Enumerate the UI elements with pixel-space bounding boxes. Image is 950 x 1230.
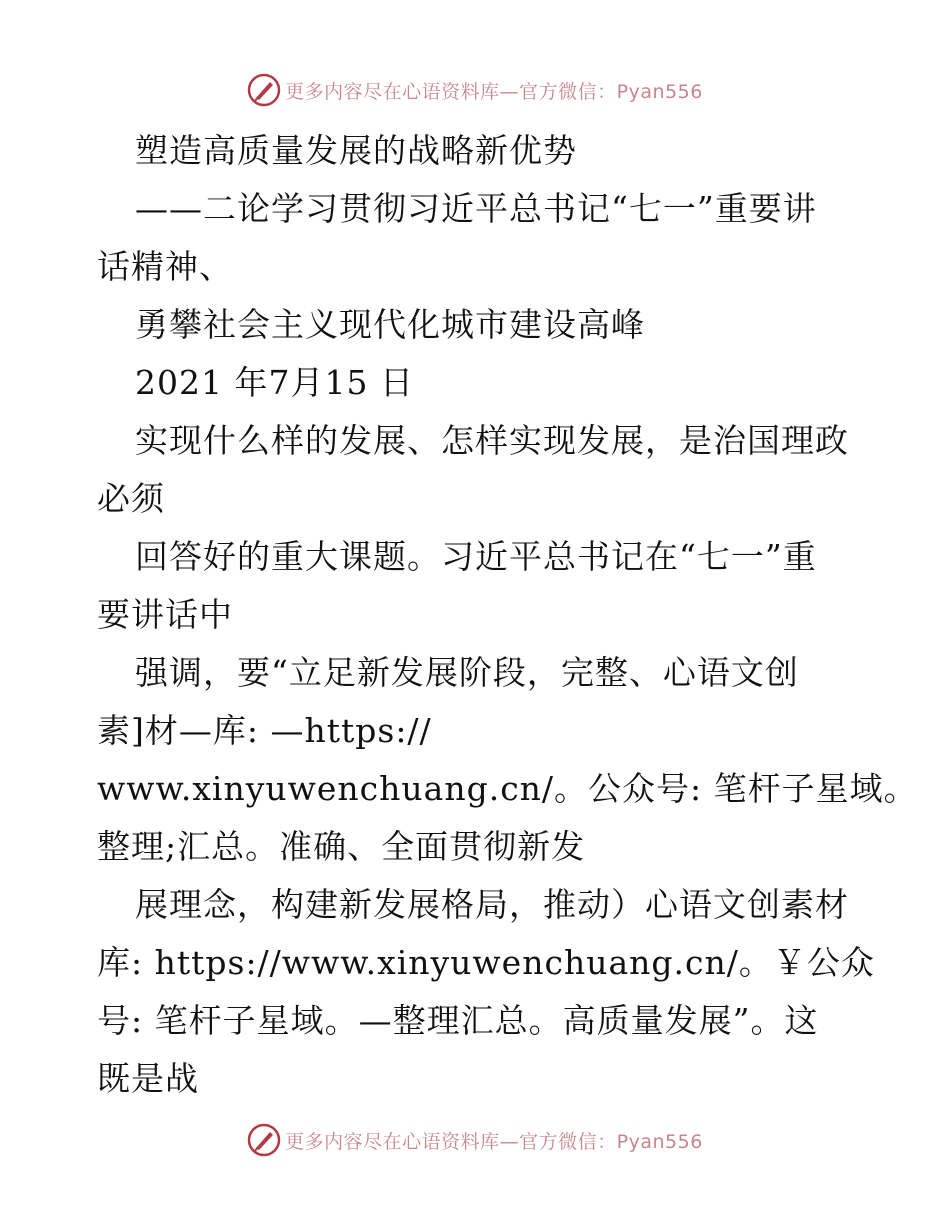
paragraph-line: 既是战 <box>97 1059 199 1098</box>
paragraph-line: 库: https://www.xinyuwenchuang.cn/。￥公众 <box>97 943 875 982</box>
doc-title: 塑造高质量发展的战略新优势 <box>135 131 577 170</box>
footer-banner-label: 更多内容尽在心语资料库—官方微信： <box>285 1130 617 1153</box>
header-banner-text <box>285 77 703 104</box>
paragraph-line: 号: 笔杆子星域。—整理汇总。高质量发展”。这 <box>97 1001 819 1040</box>
header-banner-label: 更多内容尽在心语资料库—官方微信： <box>285 80 617 103</box>
paragraph-line: 强调，要“立足新发展阶段，完整、心语文创 <box>135 653 799 692</box>
header-banner <box>0 70 950 110</box>
doc-subtitle-line-2: 话精神、 <box>97 247 233 286</box>
paragraph-line: 要讲话中 <box>97 595 233 634</box>
quill-pen-logo-icon <box>247 73 281 107</box>
paragraph-line: 整理;汇总。准确、全面贯彻新发 <box>97 827 586 866</box>
header-banner-contact: Pyan556 <box>616 80 703 103</box>
footer-banner-text <box>285 1127 703 1154</box>
paragraph-line: www.xinyuwenchuang.cn/。公众号: 笔杆子星域。 <box>97 769 918 808</box>
footer-banner <box>0 1120 950 1160</box>
doc-date: 2021 年7月15 日 <box>135 363 414 402</box>
paragraph-line: 展理念，构建新发展格局，推动）心语文创素材 <box>135 885 849 924</box>
paragraph-line: 必须 <box>97 479 165 518</box>
quill-pen-logo-icon <box>247 1123 281 1157</box>
paragraph-line: 回答好的重大课题。习近平总书记在“七一”重 <box>135 537 817 576</box>
footer-banner-contact: Pyan556 <box>616 1130 703 1153</box>
doc-subtitle-line-1: ——二论学习贯彻习近平总书记“七一”重要讲 <box>135 189 817 228</box>
document-body <box>97 122 918 1108</box>
paragraph-line: 实现什么样的发展、怎样实现发展，是治国理政 <box>135 421 849 460</box>
paragraph-line: 素]材—库: —https:// <box>97 711 432 750</box>
doc-subheading: 勇攀社会主义现代化城市建设高峰 <box>135 305 645 344</box>
